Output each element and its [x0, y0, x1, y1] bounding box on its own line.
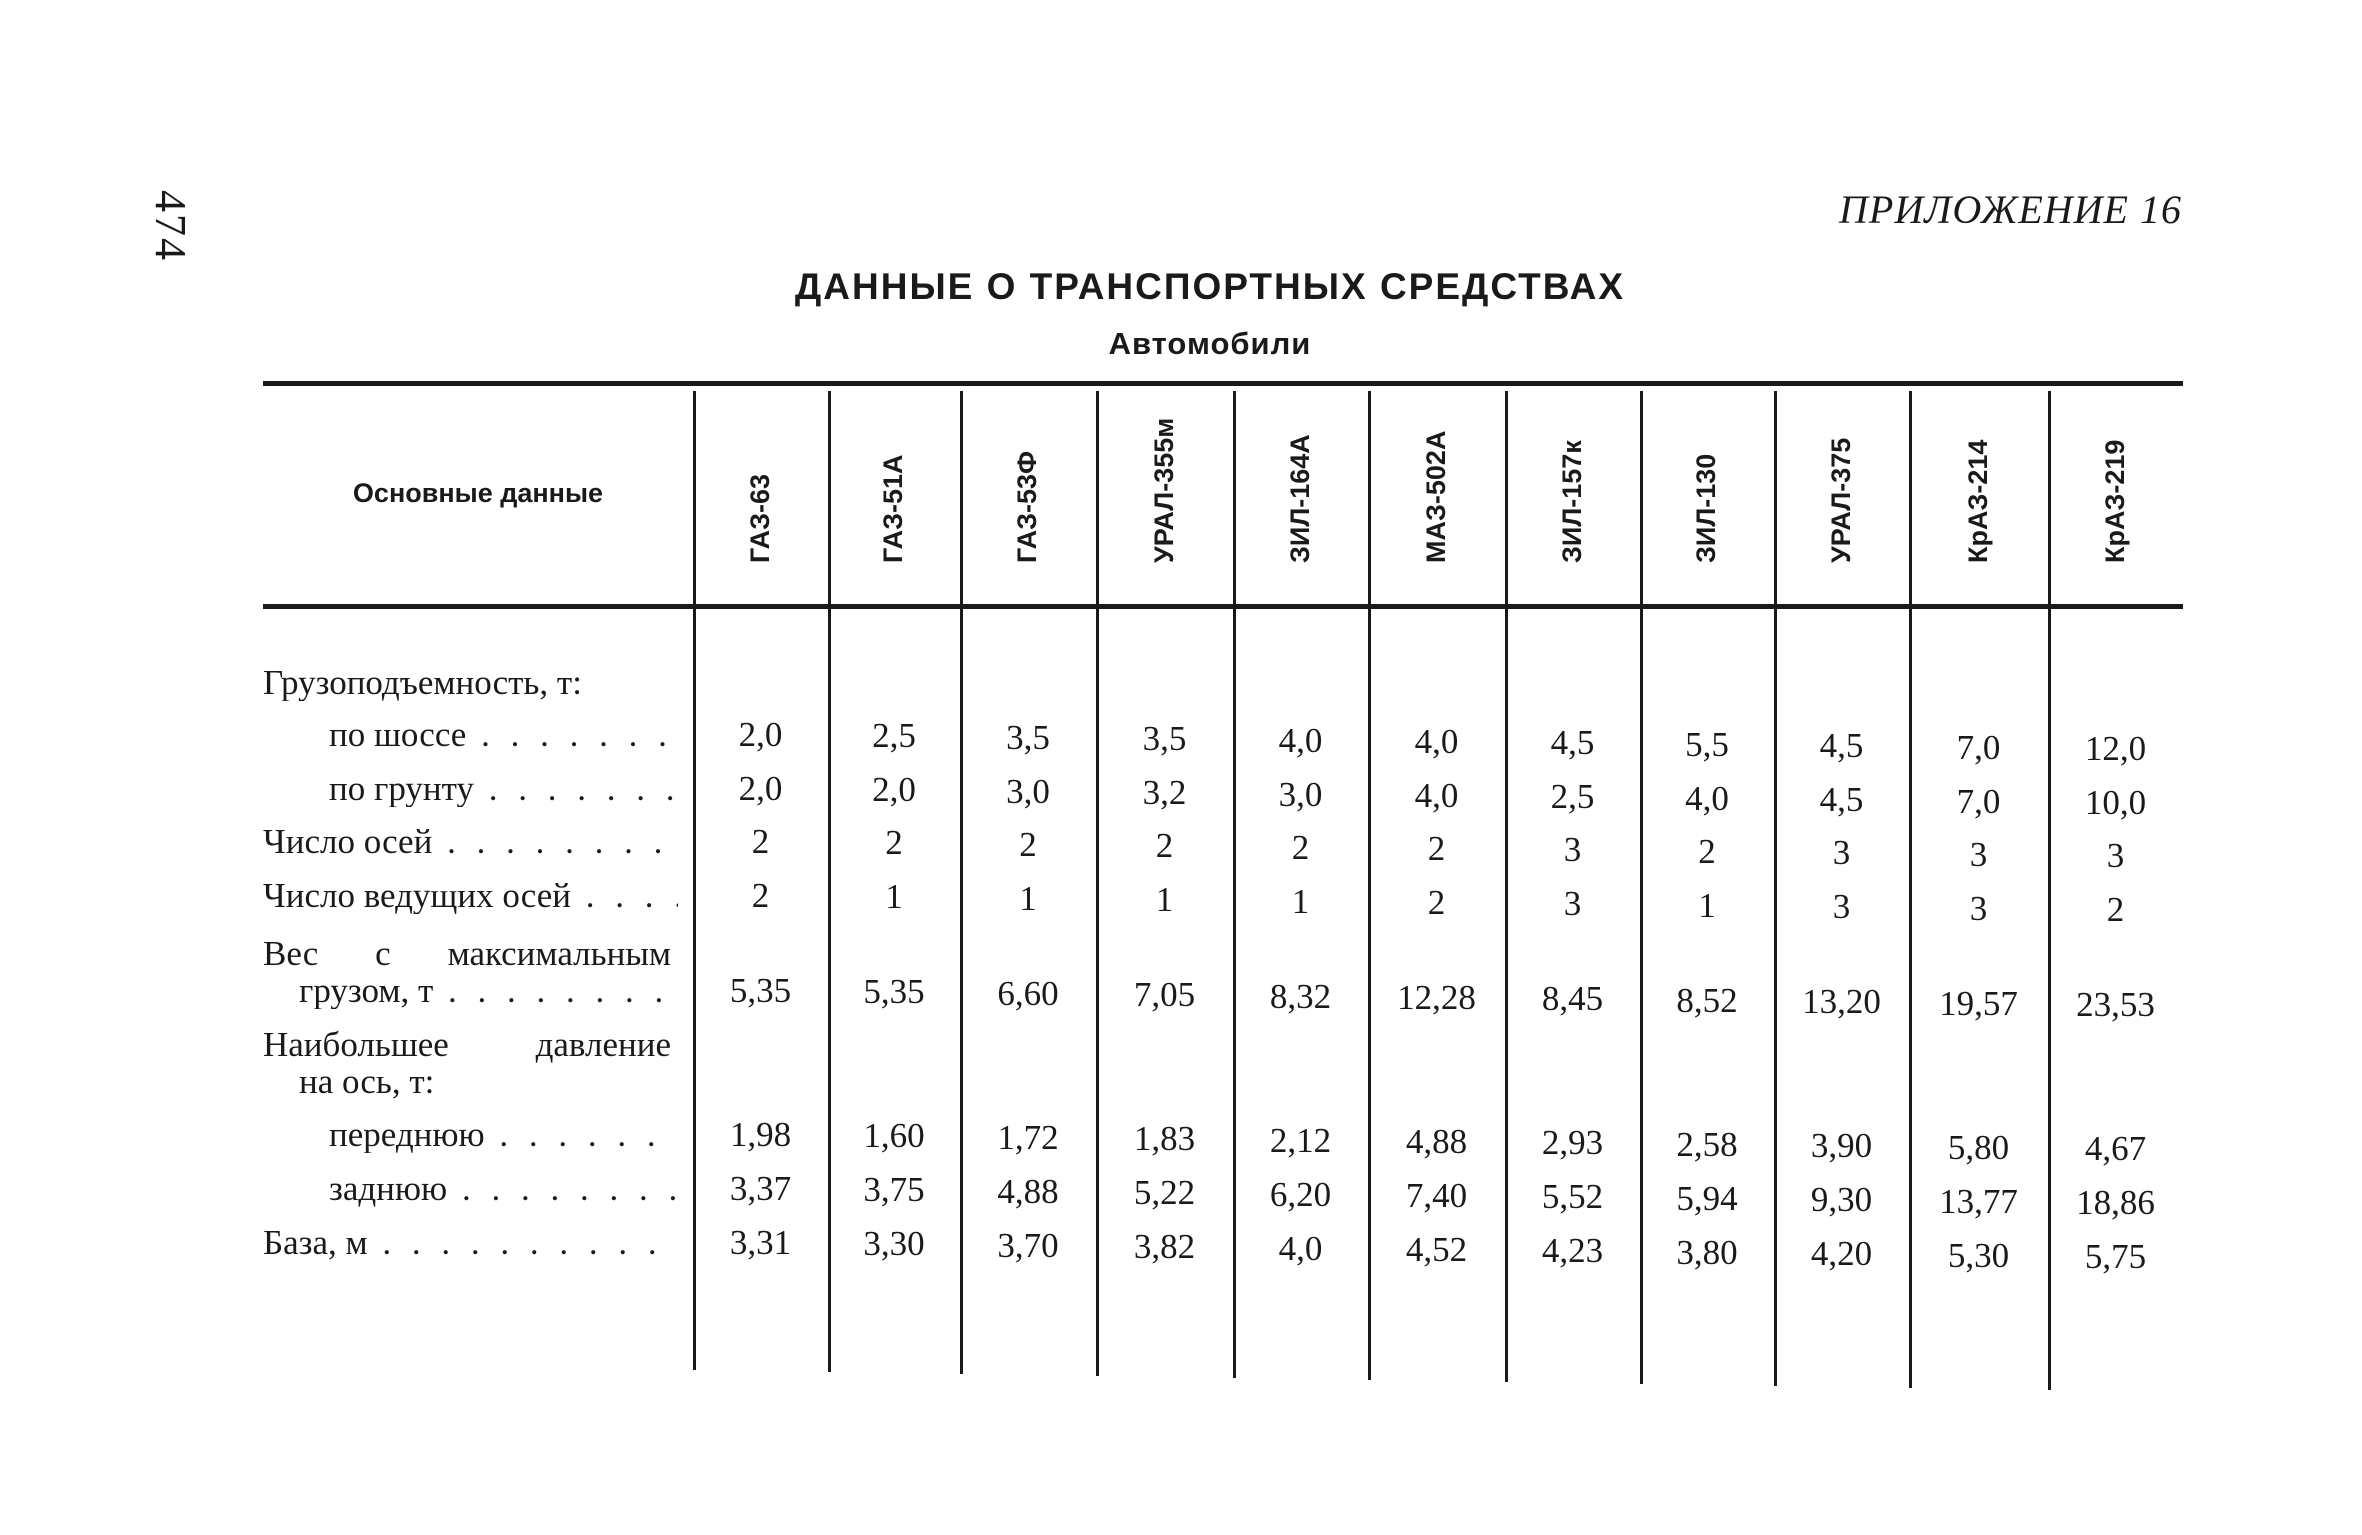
table-cell: 2 [1019, 825, 1037, 864]
table-cell: 2,0 [738, 769, 783, 808]
leader-dots [485, 1116, 678, 1153]
column-header-label: ГАЗ-51А [878, 454, 908, 563]
table-cell: 7,40 [1405, 1176, 1468, 1215]
table-cell: 2 [2106, 890, 2125, 929]
table-cell: 4,23 [1541, 1231, 1604, 1270]
row-label [263, 823, 678, 860]
column-divider [1909, 391, 1912, 1388]
row-label-text: Грузоподъемность, т: [263, 664, 582, 701]
table-cell: 5,94 [1676, 1179, 1738, 1218]
table-cell: 4,0 [1414, 722, 1459, 761]
table-cell: 3,0 [1006, 772, 1050, 811]
table-cell: 8,32 [1269, 977, 1332, 1016]
table-cell: 1,60 [863, 1116, 925, 1155]
table-cell: 3,2 [1142, 773, 1187, 812]
table-cell: 2 [751, 876, 770, 915]
row-label-text: грузом, т [299, 972, 434, 1009]
leader-dots [368, 1224, 678, 1261]
table-cell: 3 [1563, 884, 1582, 923]
table-cell: 1 [1698, 886, 1716, 925]
row-label-text: по грунту [329, 770, 474, 807]
table-cell: 3,90 [1810, 1126, 1873, 1165]
table-cell: 7,0 [1956, 728, 2001, 767]
row-label-text: по шоссе [329, 716, 467, 753]
row-label-line [263, 1063, 671, 1100]
table-cell: 7,0 [1956, 782, 2001, 821]
table-cell: 3 [1832, 887, 1851, 926]
column-header-label: ЗИЛ-157к [1556, 440, 1587, 563]
leader-dots [474, 770, 678, 807]
table-cell: 5,22 [1133, 1173, 1196, 1212]
column-header-label: КрАЗ-219 [2099, 439, 2130, 563]
table-cell: 1,83 [1133, 1119, 1196, 1158]
table-cell: 4,5 [1819, 726, 1864, 765]
column-header-label: КрАЗ-214 [1962, 439, 1993, 563]
row-label-line [263, 972, 671, 1009]
table-cell: 4,88 [997, 1172, 1059, 1211]
table-cell: 12,0 [2084, 729, 2147, 768]
table-cell: 5,35 [863, 972, 925, 1011]
table-cell: 6,20 [1269, 1175, 1332, 1214]
table-cell: 1 [1019, 879, 1037, 918]
column-header-label: ГАЗ-53Ф [1012, 450, 1042, 563]
table-cell: 2 [1698, 832, 1716, 871]
table-cell: 2,58 [1676, 1125, 1738, 1164]
column-header-label: МАЗ-502А [1420, 430, 1451, 563]
table-cell: 4,20 [1810, 1234, 1873, 1273]
leader-dots [447, 1170, 678, 1207]
table-cell: 2,12 [1269, 1121, 1332, 1160]
table-cell: 4,67 [2084, 1129, 2147, 1168]
column-header-label: УРАЛ-375 [1825, 437, 1856, 563]
table-cell: 5,35 [729, 971, 792, 1010]
table-cell: 1,98 [729, 1115, 792, 1154]
table-cell: 2,5 [1550, 777, 1595, 816]
table-cell: 2,5 [872, 716, 916, 755]
row-label [263, 1116, 678, 1153]
first-column-header: Основные данные [352, 478, 604, 508]
table-cell: 3,80 [1676, 1233, 1738, 1272]
leader-dots [466, 716, 678, 753]
table-cell: 3,30 [863, 1224, 925, 1263]
row-label [263, 1026, 678, 1100]
table-cell: 3 [1969, 889, 1988, 928]
table-cell: 2 [1291, 828, 1310, 867]
table-cell: 2,93 [1541, 1123, 1604, 1162]
table-cell: 5,75 [2084, 1237, 2147, 1276]
table-cell: 5,52 [1541, 1177, 1604, 1216]
table-cell: 1,72 [997, 1118, 1059, 1157]
table-cell: 8,52 [1676, 981, 1738, 1020]
column-header-label: ЗИЛ-130 [1691, 453, 1721, 563]
table-cell: 2 [1427, 883, 1446, 922]
table-cell: 2 [1155, 826, 1174, 865]
table-cell: 18,86 [2076, 1183, 2155, 1222]
table-top-rule [263, 381, 2183, 386]
table-cell: 1 [1155, 880, 1174, 919]
table-cell: 5,30 [1947, 1236, 2010, 1275]
table-cell: 4,0 [1685, 779, 1729, 818]
table-cell: 10,0 [2084, 783, 2147, 822]
row-label-line: Наибольшее давление [263, 1026, 671, 1064]
leader-dots [433, 972, 671, 1009]
table-cell: 8,45 [1541, 979, 1604, 1018]
table-cell: 2 [885, 823, 903, 862]
row-label-text: переднюю [329, 1116, 485, 1153]
row-label [263, 1224, 678, 1261]
row-label [263, 1170, 678, 1207]
table-cell: 12,28 [1397, 978, 1476, 1017]
table-cell: 13,20 [1802, 982, 1881, 1021]
appendix-label: ПРИЛОЖЕНИЕ 16 [1839, 187, 2182, 232]
table-cell: 4,0 [1278, 1229, 1323, 1268]
row-label-text: База, м [263, 1224, 368, 1261]
table-cell: 1 [885, 877, 903, 916]
row-label-text: заднюю [329, 1170, 448, 1207]
row-label-text: Число ведущих осей [263, 877, 571, 914]
table-cell: 4,0 [1278, 721, 1323, 760]
table-cell: 3,0 [1278, 775, 1323, 814]
table-cell: 3 [1832, 833, 1851, 872]
row-label-line: Вес с максимальным [263, 935, 671, 973]
leader-dots [571, 877, 678, 914]
table-cell: 7,05 [1133, 975, 1196, 1014]
table-cell: 2 [751, 822, 770, 861]
table-cell: 3,5 [1142, 719, 1187, 758]
row-label [263, 716, 678, 753]
column-header-label: УРАЛ-355м [1148, 417, 1179, 563]
table-cell: 2 [1427, 829, 1446, 868]
page-title: ДАННЫЕ О ТРАНСПОРТНЫХ СРЕДСТВАХ [794, 266, 1626, 307]
row-label-text: Число осей [263, 823, 433, 860]
table-cell: 6,60 [997, 974, 1059, 1013]
row-label [263, 877, 678, 914]
leader-dots [432, 823, 678, 860]
table-cell: 4,52 [1405, 1230, 1468, 1269]
table-cell: 23,53 [2076, 985, 2155, 1024]
table-cell: 2,0 [872, 770, 916, 809]
table-cell: 3 [2106, 836, 2125, 875]
row-label [263, 935, 678, 1009]
table-cell: 3,37 [729, 1169, 792, 1208]
page-subtitle: Автомобили [1108, 326, 1312, 361]
row-label-text: на ось, т: [299, 1063, 435, 1100]
table-cell: 2,0 [738, 715, 783, 754]
table-cell: 4,88 [1405, 1122, 1468, 1161]
table-cell: 9,30 [1810, 1180, 1873, 1219]
column-header-label: ЗИЛ-164А [1284, 434, 1315, 563]
table-cell: 1 [1291, 882, 1310, 921]
table-cell: 3 [1563, 830, 1582, 869]
table-cell: 4,5 [1819, 780, 1864, 819]
table-cell: 5,80 [1947, 1128, 2010, 1167]
table-cell: 3,82 [1133, 1227, 1196, 1266]
table-cell: 4,5 [1550, 723, 1595, 762]
page-number: 474 [146, 190, 195, 262]
table-cell: 3,31 [729, 1223, 792, 1262]
table-cell: 3,5 [1006, 718, 1050, 757]
table-cell: 19,57 [1939, 984, 2018, 1023]
table-cell: 5,5 [1685, 725, 1729, 764]
table-header-rule [263, 604, 2183, 609]
table-cell: 3,75 [863, 1170, 925, 1209]
row-label [263, 664, 678, 701]
row-label [263, 770, 678, 807]
table-cell: 3,70 [997, 1226, 1059, 1265]
table-cell: 13,77 [1939, 1182, 2018, 1221]
table-cell: 4,0 [1414, 776, 1459, 815]
column-header-label: ГАЗ-63 [744, 473, 775, 563]
table-cell: 3 [1969, 835, 1988, 874]
